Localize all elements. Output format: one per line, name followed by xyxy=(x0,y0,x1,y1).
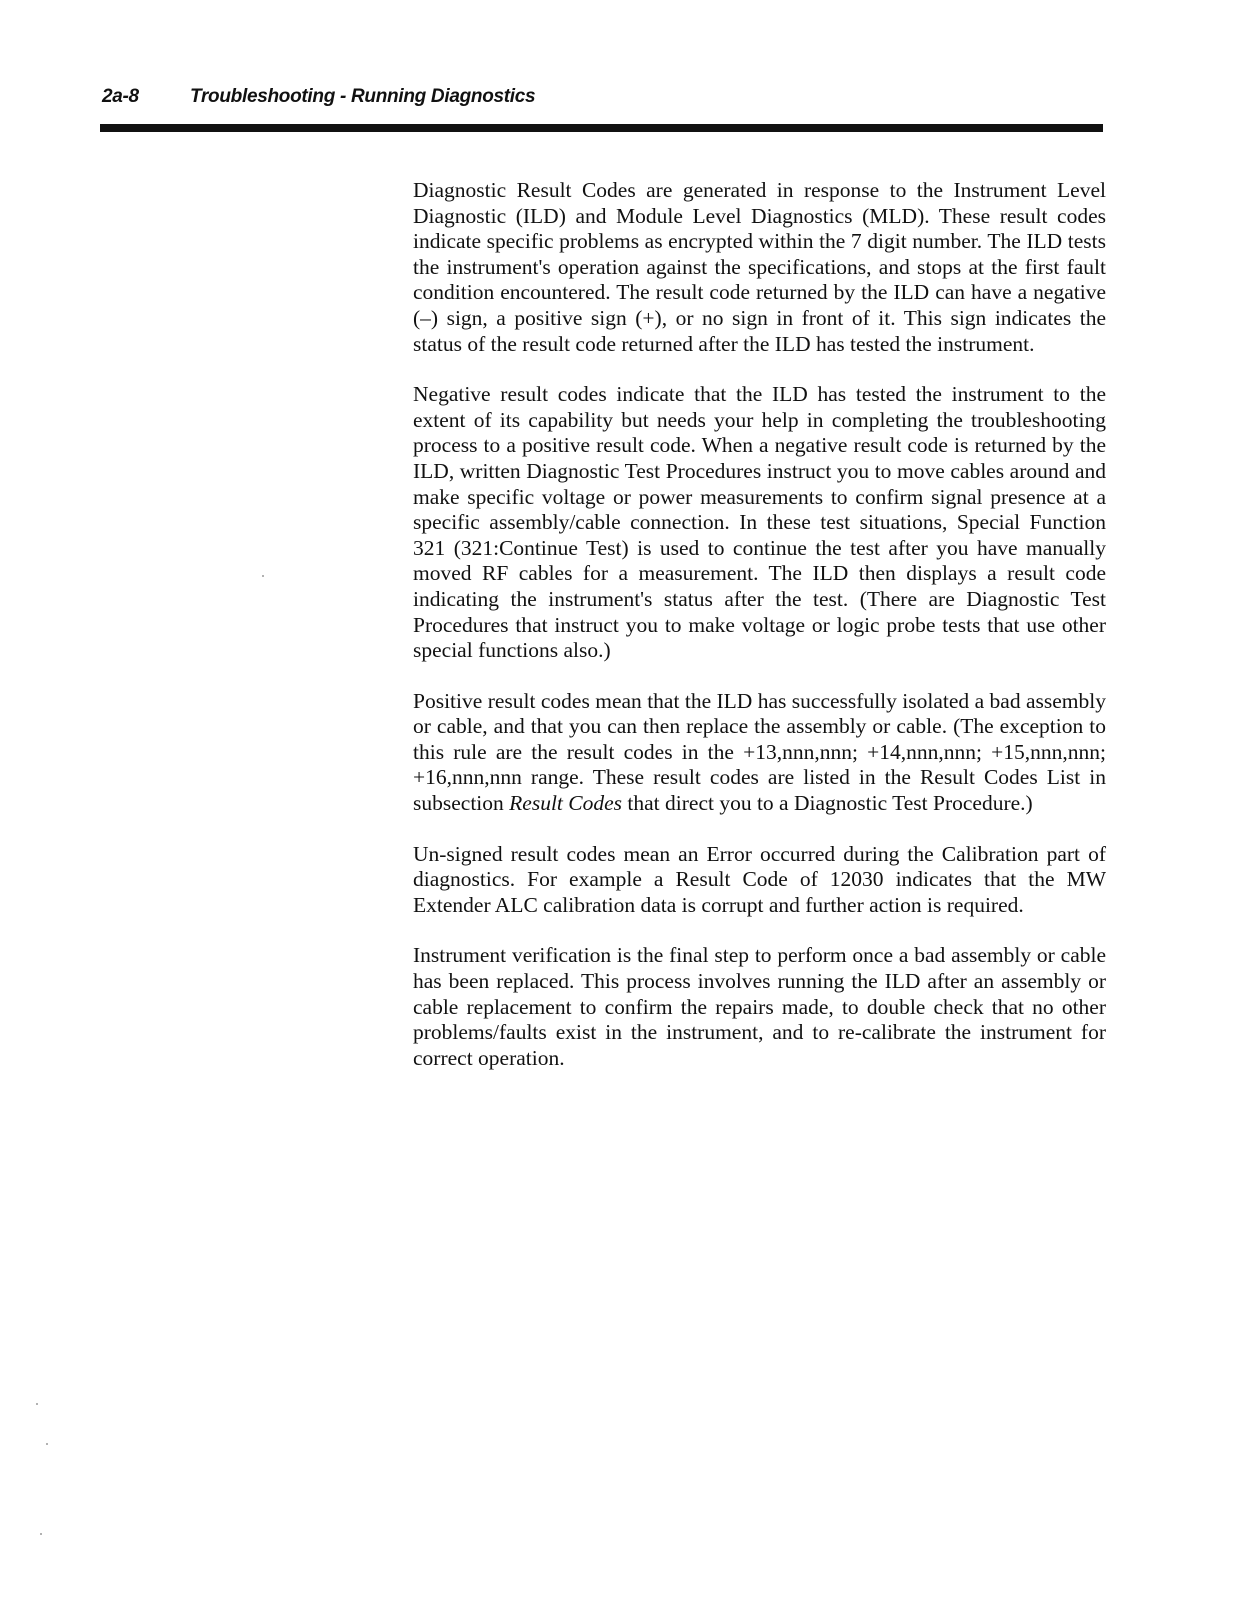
paragraph-unsigned-codes: Un-signed result codes mean an Error occurred during the Calibration part of diagnostics. For example a Result Code of 12030 indicates that the MW Extender ALC calibration data is corrupt and further action is required. xyxy=(413,841,1106,917)
page-number: 2a-8 xyxy=(102,86,139,107)
paragraph-instrument-verification: Instrument verification is the final step to perform once a bad assembly or cable has been replaced. This process involves running the ILD after an assembly or cable replacement to confirm the repairs made, to double check that no other problems/faults exist in the instrument, and to re-calibrate the instrument for correct operation. xyxy=(413,943,1106,1070)
scan-speck xyxy=(46,1443,48,1445)
paragraph-result-codes-intro: Diagnostic Result Codes are generated in response to the Instrument Level Diagnostic (ILD) and Module Level Diagnostics (MLD). These result codes indicate specific problems as encrypted within the 7 digit number. The ILD tests the instrument's operation against the specifications, and stops at the first fault condition encountered. The result code returned by the ILD can have a negative (–) sign, a positive sign (+), or no sign in front of it. This sign indicates the status of the result code returned after the ILD has tested the instrument. xyxy=(413,178,1106,356)
header-rule xyxy=(100,124,1103,132)
paragraph-positive-codes-text: Positive result codes mean that the ILD has successfully isolated a bad assembly or cable, and that you can then replace the assembly or cable. (The exception to this rule are the result codes in the +13,nnn,nnn; +14,nnn,nnn; +15,nnn,nnn; +16,nnn,nnn range. These result codes are listed in the Result Codes List in subsection xyxy=(413,688,1106,816)
paragraph-positive-codes xyxy=(413,689,1106,817)
paragraph-positive-codes-end: that direct you to a Diagnostic Test Procedure.) xyxy=(622,791,1033,816)
paragraph-negative-codes: Negative result codes indicate that the ILD has tested the instrument to the extent of its capability but needs your help in completing the troubleshooting process to a positive result code. When a negative result code is returned by the ILD, written Diagnostic Test Procedures instruct you to move cables around and make specific voltage or power measurements to confirm signal presence at a specific assembly/cable connection. In these test situations, Special Function 321 (321:Continue Test) is used to continue the test after you have manually moved RF cables for a measurement. The ILD then displays a result code indicating the instrument's status after the test. (There are Diagnostic Test Procedures that instruct you to make voltage or logic probe tests that use other special functions also.) xyxy=(413,382,1106,663)
result-codes-reference: Result Codes xyxy=(509,791,623,816)
page-header xyxy=(102,82,1102,112)
scan-speck xyxy=(36,1403,38,1405)
body-text xyxy=(413,178,1106,1096)
section-title: Troubleshooting - Running Diagnostics xyxy=(190,86,536,107)
scan-speck xyxy=(40,1533,42,1535)
scan-speck xyxy=(262,575,264,577)
